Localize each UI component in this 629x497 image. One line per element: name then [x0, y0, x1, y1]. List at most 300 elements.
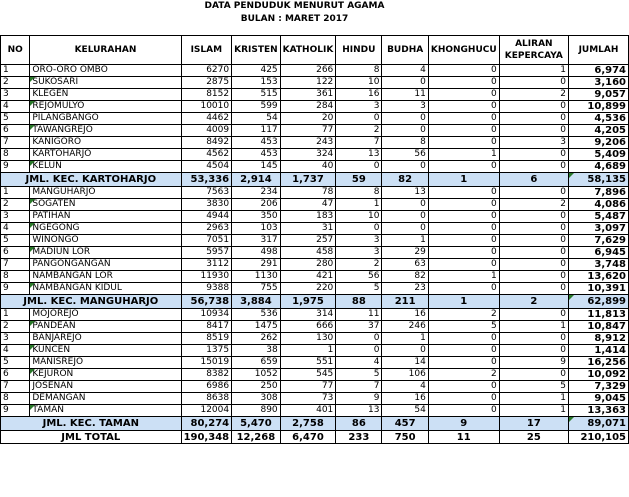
table-cell: 4 [382, 381, 428, 393]
table-cell: 3 [382, 101, 428, 113]
total-cell: JML TOTAL [1, 431, 182, 444]
table-cell: 3 [336, 101, 382, 113]
table-cell: 31 [280, 223, 336, 235]
subtotal-cell: JML. KEC. MANGUHARJO [1, 295, 182, 309]
column-header: ALIRAN KEPERCAYA [499, 36, 568, 65]
table-cell: 0 [382, 77, 428, 89]
table-cell: TAMAN [30, 405, 181, 417]
table-cell: 3 [1, 89, 30, 101]
table-cell: 7,329 [569, 381, 629, 393]
table-cell: 1130 [232, 271, 281, 283]
table-cell: 0 [382, 161, 428, 173]
table-row [1, 187, 629, 199]
page-subtitle: BULAN : MARET 2017 [240, 14, 349, 24]
table-cell: 1 [499, 405, 568, 417]
table-cell: 2 [1, 199, 30, 211]
table-cell: 8519 [181, 333, 232, 345]
table-cell: PATIHAN [30, 211, 181, 223]
subtotal-cell: 1 [428, 295, 499, 309]
subtotal-cell: 53,336 [181, 173, 232, 187]
total-cell: 233 [336, 431, 382, 444]
table-cell: 599 [232, 101, 281, 113]
table-cell: 0 [428, 89, 499, 101]
table-cell: 361 [280, 89, 336, 101]
table-row [1, 357, 629, 369]
table-cell: 0 [499, 125, 568, 137]
total-row [1, 431, 629, 444]
table-cell: 2 [1, 321, 30, 333]
table-cell: 54 [232, 113, 281, 125]
table-row [1, 259, 629, 271]
table-cell: 0 [428, 283, 499, 295]
table-cell: 755 [232, 283, 281, 295]
table-cell: 9 [499, 357, 568, 369]
table-cell: 0 [499, 247, 568, 259]
table-cell: 324 [280, 149, 336, 161]
table-cell: KELUN [30, 161, 181, 173]
table-cell: NGEGONG [30, 223, 181, 235]
table-cell: TAWANGREJO [30, 125, 181, 137]
table-cell: 206 [232, 199, 281, 211]
table-cell: 0 [499, 113, 568, 125]
subtotal-cell: 9 [428, 417, 499, 431]
total-cell: 25 [499, 431, 568, 444]
table-cell: 10010 [181, 101, 232, 113]
table-cell: 666 [280, 321, 336, 333]
table-cell: 10,899 [569, 101, 629, 113]
table-cell: 0 [382, 223, 428, 235]
table-cell: 8 [1, 149, 30, 161]
table-cell: 10 [336, 211, 382, 223]
table-cell: 659 [232, 357, 281, 369]
table-cell: MANGUHARJO [30, 187, 181, 199]
table-row [1, 345, 629, 357]
column-header: KRISTEN [232, 36, 281, 65]
table-cell: 551 [280, 357, 336, 369]
table-cell: 0 [428, 65, 499, 77]
table-cell: 0 [499, 345, 568, 357]
table-cell: 0 [428, 393, 499, 405]
table-cell: 8 [336, 65, 382, 77]
table-cell: 350 [232, 211, 281, 223]
table-cell: 8638 [181, 393, 232, 405]
subtotal-row [1, 173, 629, 187]
table-cell: 250 [232, 381, 281, 393]
table-cell: 1475 [232, 321, 281, 333]
table-cell: 1 [428, 271, 499, 283]
table-cell: 153 [232, 77, 281, 89]
table-row [1, 77, 629, 89]
table-cell: 7,629 [569, 235, 629, 247]
table-cell: 130 [280, 333, 336, 345]
table-row [1, 113, 629, 125]
table-cell: 11 [382, 89, 428, 101]
table-row [1, 271, 629, 283]
table-row [1, 211, 629, 223]
table-cell: 0 [499, 211, 568, 223]
total-cell: 190,348 [181, 431, 232, 444]
table-cell: 3 [1, 211, 30, 223]
table-row [1, 405, 629, 417]
column-header: HINDU [336, 36, 382, 65]
table-cell: 4562 [181, 149, 232, 161]
table-cell: 9388 [181, 283, 232, 295]
subtotal-cell: 3,884 [232, 295, 281, 309]
table-cell: 0 [428, 345, 499, 357]
table-cell: SUKOSARI [30, 77, 181, 89]
table-cell: 0 [428, 235, 499, 247]
table-cell: KLEGEN [30, 89, 181, 101]
table-cell: 1052 [232, 369, 281, 381]
table-cell: 1 [382, 235, 428, 247]
table-cell: 1 [499, 393, 568, 405]
table-cell: 1 [428, 149, 499, 161]
table-cell: 8 [1, 393, 30, 405]
table-cell: 0 [428, 357, 499, 369]
table-cell: 20 [280, 113, 336, 125]
table-cell: 1 [1, 65, 30, 77]
table-cell: 0 [336, 333, 382, 345]
table-cell: 1 [499, 321, 568, 333]
table-cell: 0 [336, 223, 382, 235]
table-cell: 0 [499, 271, 568, 283]
table-cell: 257 [280, 235, 336, 247]
subtotal-cell: 6 [499, 173, 568, 187]
subtotal-cell: 58,135 [569, 173, 629, 187]
table-cell: 280 [280, 259, 336, 271]
table-row [1, 381, 629, 393]
table-cell: 8152 [181, 89, 232, 101]
table-cell: 0 [499, 333, 568, 345]
table-cell: PILANGBANGO [30, 113, 181, 125]
table-cell: 3 [336, 247, 382, 259]
table-cell: 15019 [181, 357, 232, 369]
total-cell: 12,268 [232, 431, 281, 444]
table-cell: 1 [382, 333, 428, 345]
table-cell: 4,536 [569, 113, 629, 125]
subtotal-cell: 80,274 [181, 417, 232, 431]
table-cell: 421 [280, 271, 336, 283]
table-cell: 4009 [181, 125, 232, 137]
table-cell: 0 [499, 77, 568, 89]
table-row [1, 333, 629, 345]
table-cell: 78 [280, 187, 336, 199]
table-cell: 82 [382, 271, 428, 283]
table-cell: PANGONGANGAN [30, 259, 181, 271]
table-cell: 183 [280, 211, 336, 223]
table-cell: 3,097 [569, 223, 629, 235]
table-row [1, 125, 629, 137]
subtotal-cell: 88 [336, 295, 382, 309]
table-cell: 13 [336, 405, 382, 417]
table-cell: 3,748 [569, 259, 629, 271]
table-cell: 38 [232, 345, 281, 357]
table-cell: 106 [382, 369, 428, 381]
table-cell: NAMBANGAN LOR [30, 271, 181, 283]
table-cell: 4 [382, 65, 428, 77]
table-cell: 13 [336, 149, 382, 161]
table-cell: 4,689 [569, 161, 629, 173]
table-cell: BANJAREJO [30, 333, 181, 345]
table-cell: 56 [382, 149, 428, 161]
table-cell: 0 [499, 149, 568, 161]
total-cell: 750 [382, 431, 428, 444]
column-header: NO [1, 36, 30, 65]
subtotal-cell: 89,071 [569, 417, 629, 431]
table-cell: 0 [382, 199, 428, 211]
table-cell: 0 [428, 199, 499, 211]
table-cell: 77 [280, 381, 336, 393]
column-header: KELURAHAN [30, 36, 181, 65]
table-cell: 16 [336, 89, 382, 101]
table-cell: 545 [280, 369, 336, 381]
table-cell: 9 [336, 393, 382, 405]
table-cell: 13,620 [569, 271, 629, 283]
table-cell: 3830 [181, 199, 232, 211]
table-cell: 536 [232, 309, 281, 321]
table-cell: 13 [382, 187, 428, 199]
column-header: KHONGHUCU [428, 36, 499, 65]
table-cell: 7 [336, 137, 382, 149]
table-cell: 9,057 [569, 89, 629, 101]
subtotal-cell: 59 [336, 173, 382, 187]
table-cell: 29 [382, 247, 428, 259]
column-header: ISLAM [181, 36, 232, 65]
table-cell: 401 [280, 405, 336, 417]
table-cell: 3112 [181, 259, 232, 271]
table-cell: 11930 [181, 271, 232, 283]
table-row [1, 235, 629, 247]
subtotal-cell: 1,975 [280, 295, 336, 309]
table-cell: 515 [232, 89, 281, 101]
table-cell: 3 [499, 137, 568, 149]
subtotal-cell: 86 [336, 417, 382, 431]
subtotal-cell: 2 [499, 295, 568, 309]
table-cell: 11,813 [569, 309, 629, 321]
table-cell: 6,945 [569, 247, 629, 259]
subtotal-cell: 211 [382, 295, 428, 309]
table-cell: 4,086 [569, 199, 629, 211]
table-cell: 2 [499, 89, 568, 101]
subtotal-cell: 1,737 [280, 173, 336, 187]
table-cell: 0 [428, 77, 499, 89]
table-cell: 4 [336, 357, 382, 369]
table-cell: 425 [232, 65, 281, 77]
table-cell: 0 [428, 259, 499, 271]
table-cell: 9 [1, 405, 30, 417]
table-cell: 14 [382, 357, 428, 369]
table-cell: 284 [280, 101, 336, 113]
table-cell: 5 [336, 283, 382, 295]
table-cell: 40 [280, 161, 336, 173]
table-cell: 5 [428, 321, 499, 333]
table-cell: 0 [428, 333, 499, 345]
table-cell: 8417 [181, 321, 232, 333]
table-cell: 1,414 [569, 345, 629, 357]
subtotal-row [1, 295, 629, 309]
table-cell: 117 [232, 125, 281, 137]
table-cell: 0 [336, 345, 382, 357]
table-cell: 63 [382, 259, 428, 271]
table-cell: 4462 [181, 113, 232, 125]
table-cell: 246 [382, 321, 428, 333]
table-cell: 10,391 [569, 283, 629, 295]
table-cell: 3 [1, 333, 30, 345]
table-cell: 16,256 [569, 357, 629, 369]
table-cell: 7563 [181, 187, 232, 199]
table-row [1, 393, 629, 405]
table-cell: 8,912 [569, 333, 629, 345]
table-row [1, 283, 629, 295]
table-cell: 262 [232, 333, 281, 345]
table-cell: 453 [232, 137, 281, 149]
total-cell: 6,470 [280, 431, 336, 444]
table-cell: 243 [280, 137, 336, 149]
table-cell: 0 [428, 405, 499, 417]
table-row [1, 321, 629, 333]
table-cell: 8 [1, 271, 30, 283]
subtotal-cell: JML. KEC. TAMAN [1, 417, 182, 431]
table-cell: 6986 [181, 381, 232, 393]
table-cell: 122 [280, 77, 336, 89]
table-cell: 6 [1, 247, 30, 259]
table-cell: JOSENAN [30, 381, 181, 393]
table-cell: 9 [1, 283, 30, 295]
table-cell: 7 [336, 381, 382, 393]
table-cell: 5,487 [569, 211, 629, 223]
subtotal-cell: 457 [382, 417, 428, 431]
table-cell: 0 [428, 101, 499, 113]
table-cell: SOGATEN [30, 199, 181, 211]
subtotal-cell: 2,914 [232, 173, 281, 187]
table-cell: 10934 [181, 309, 232, 321]
table-cell: 7051 [181, 235, 232, 247]
column-header: BUDHA [382, 36, 428, 65]
table-cell: 0 [428, 247, 499, 259]
page-title: DATA PENDUDUK MENURUT AGAMA [204, 1, 385, 11]
table-row [1, 223, 629, 235]
table-cell: 0 [499, 161, 568, 173]
table-cell: 6 [1, 125, 30, 137]
table-cell: 7 [1, 381, 30, 393]
table-cell: KUNCEN [30, 345, 181, 357]
table-cell: 220 [280, 283, 336, 295]
table-cell: 5,409 [569, 149, 629, 161]
table-cell: 5 [336, 369, 382, 381]
table-cell: 314 [280, 309, 336, 321]
subtotal-cell: 2,758 [280, 417, 336, 431]
table-cell: 5 [499, 381, 568, 393]
total-cell: 210,105 [569, 431, 629, 444]
table-cell: 0 [499, 259, 568, 271]
table-cell: 103 [232, 223, 281, 235]
table-cell: 1375 [181, 345, 232, 357]
table-cell: 12004 [181, 405, 232, 417]
subtotal-cell: 5,470 [232, 417, 281, 431]
table-cell: 8382 [181, 369, 232, 381]
table-cell: 2 [499, 199, 568, 211]
table-cell: 7,896 [569, 187, 629, 199]
table-cell: 0 [499, 101, 568, 113]
table-cell: 1 [336, 199, 382, 211]
table-row [1, 161, 629, 173]
table-cell: 10 [336, 77, 382, 89]
table-cell: 453 [232, 149, 281, 161]
table-cell: 1 [280, 345, 336, 357]
table-cell: 0 [428, 161, 499, 173]
table-cell: 1 [1, 309, 30, 321]
table-cell: 16 [382, 309, 428, 321]
table-row [1, 65, 629, 77]
table-cell: 3,160 [569, 77, 629, 89]
table-cell: 4,205 [569, 125, 629, 137]
table-cell: 145 [232, 161, 281, 173]
table-cell: 5 [1, 113, 30, 125]
table-cell: 8 [336, 187, 382, 199]
table-cell: 4504 [181, 161, 232, 173]
table-cell: KARTOHARJO [30, 149, 181, 161]
table-cell: 5957 [181, 247, 232, 259]
table-cell: 2 [428, 309, 499, 321]
table-row [1, 247, 629, 259]
table-cell: 9,206 [569, 137, 629, 149]
table-cell: 0 [382, 113, 428, 125]
table-cell: 7 [1, 259, 30, 271]
table-cell: 0 [499, 309, 568, 321]
table-cell: 0 [428, 113, 499, 125]
table-cell: 0 [428, 187, 499, 199]
population-table [0, 35, 629, 444]
table-cell: 308 [232, 393, 281, 405]
table-cell: 37 [336, 321, 382, 333]
table-row [1, 89, 629, 101]
table-cell: 7 [1, 137, 30, 149]
table-cell: 0 [499, 283, 568, 295]
table-cell: 9 [1, 161, 30, 173]
table-cell: 0 [382, 211, 428, 223]
table-cell: 0 [428, 211, 499, 223]
table-cell: 458 [280, 247, 336, 259]
table-cell: KEJURON [30, 369, 181, 381]
table-cell: MADIUN LOR [30, 247, 181, 259]
table-cell: 2875 [181, 77, 232, 89]
table-cell: 1 [1, 187, 30, 199]
table-cell: KANIGORO [30, 137, 181, 149]
table-row [1, 149, 629, 161]
table-cell: 234 [232, 187, 281, 199]
table-cell: MANISREJO [30, 357, 181, 369]
table-cell: 317 [232, 235, 281, 247]
table-cell: 2963 [181, 223, 232, 235]
table-cell: 0 [428, 381, 499, 393]
table-cell: 291 [232, 259, 281, 271]
subtotal-cell: 1 [428, 173, 499, 187]
table-cell: 4 [1, 345, 30, 357]
table-cell: 4 [1, 101, 30, 113]
table-cell: DEMANGAN [30, 393, 181, 405]
table-cell: 47 [280, 199, 336, 211]
table-cell: 9,045 [569, 393, 629, 405]
table-cell: 11 [336, 309, 382, 321]
table-cell: 2 [1, 77, 30, 89]
table-row [1, 309, 629, 321]
table-cell: 8492 [181, 137, 232, 149]
table-cell: 56 [336, 271, 382, 283]
column-header: JUMLAH [569, 36, 629, 65]
table-cell: 2 [336, 259, 382, 271]
table-cell: PANDEAN [30, 321, 181, 333]
column-header: KATHOLIK [280, 36, 336, 65]
